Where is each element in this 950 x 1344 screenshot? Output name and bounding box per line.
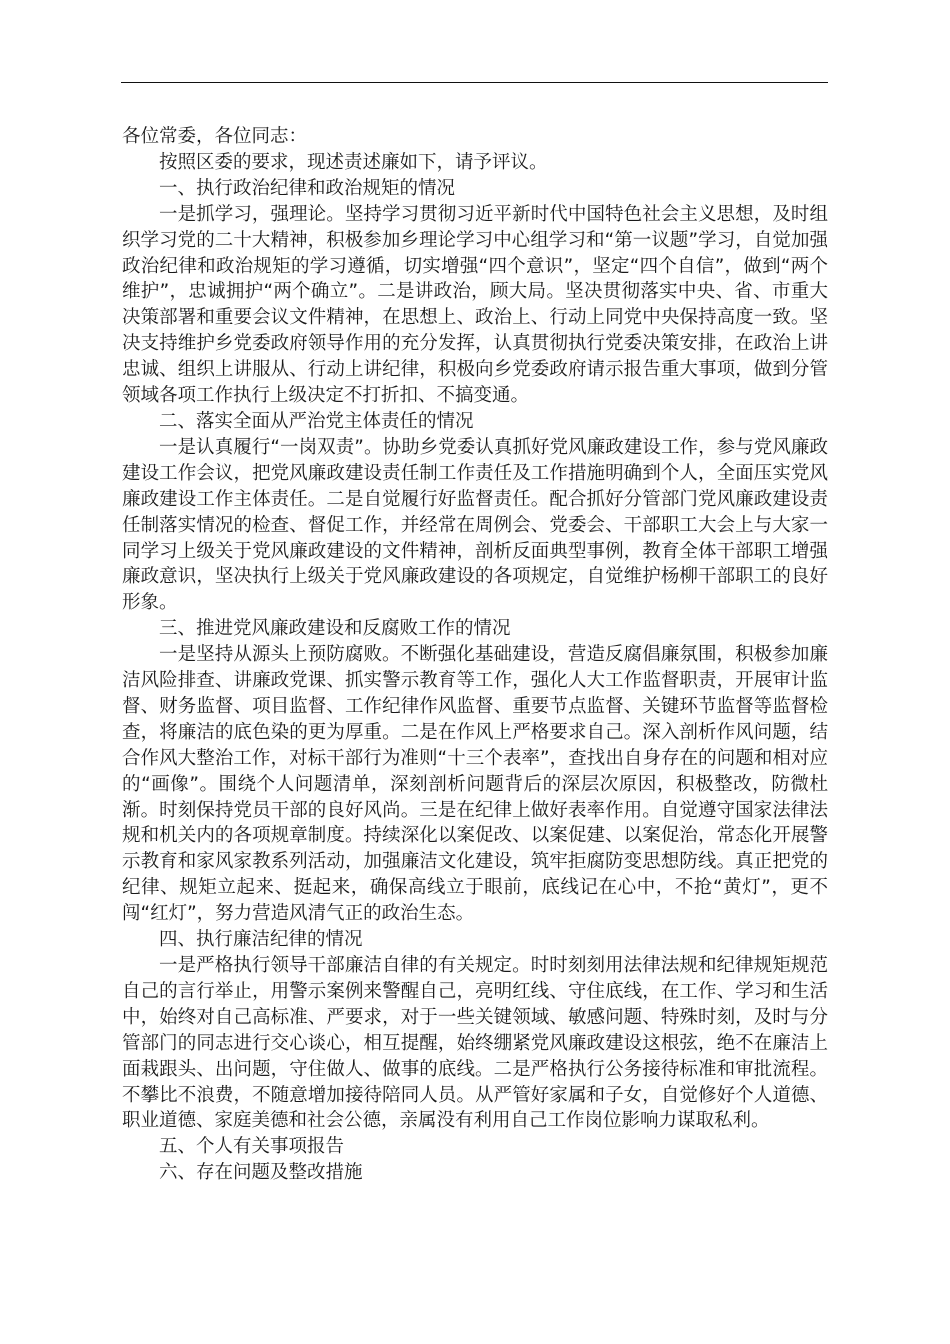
section-heading-2: 二、落实全面从严治党主体责任的情况 xyxy=(159,410,474,432)
section-heading-1: 一、执行政治纪律和政治规矩的情况 xyxy=(159,177,456,199)
section-2-paragraph: 一是认真履行“一岗双责”。协助乡党委认真抓好党风廉政建设工作，参与党风廉政建设工作会议，把党风廉政建设责任制工作责任及工作措施明确到个人，全面压实党风廉政建设工作主体责任。二是自觉履行好监督责任。配合抓好分管部门党风廉政建设责任制落实情况的检查、督促工作，并经常在周例会、党委会、干部职工大会上与大家一同学习上级关于党风廉政建设的文件精神，剖析反面典型事例，教育全体干部职工增强廉政意识，坚决执行上级关于党风廉政建设的各项规定，自觉维护杨柳干部职工的良好形象。 xyxy=(122,436,828,614)
section-heading-4: 四、执行廉洁纪律的情况 xyxy=(159,929,363,951)
intro-paragraph: 按照区委的要求，现述责述廉如下，请予评议。 xyxy=(159,151,548,173)
section-3-paragraph: 一是坚持从源头上预防腐败。不断强化基础建设，营造反腐倡廉氛围，积极参加廉洁风险排查、讲廉政党课、抓实警示教育等工作，强化人大工作监督职责，开展审计监督、财务监督、项目监督、工作纪律作风监督、重要节点监督、关键环节监督等监督检查，将廉洁的底色染的更为厚重。二是在作风上严格要求自己。深入剖析作风问题，结合作风大整治工作，对标干部行为准则“十三个表率”，查找出自身存在的问题和相对应的“画像”。围绕个人问题清单，深刻剖析问题背后的深层次原因，积极整改，防微杜渐。时刻保持党员干部的良好风尚。三是在纪律上做好表率作用。自觉遵守国家法律法规和机关内的各项规章制度。持续深化以案促改、以案促建、以案促治，常态化开展警示教育和家风家教系列活动，加强廉洁文化建设，筑牢拒腐防变思想防线。真正把党的纪律、规矩立起来、挺起来，确保高线立于眼前，底线记在心中，不抢“黄灯”，更不闯“红灯”，努力营造风清气正的政治生态。 xyxy=(122,644,828,925)
section-heading-6: 六、存在问题及整改措施 xyxy=(159,1162,363,1184)
section-1-paragraph: 一是抓学习，强理论。坚持学习贯彻习近平新时代中国特色社会主义思想，及时组织学习党的二十大精神，积极参加乡理论学习中心组学习和“第一议题”学习，自觉加强政治纪律和政治规矩的学习遵循，切实增强“四个意识”，坚定“四个自信”，做到“两个维护”，忠诚拥护“两个确立”。二是讲政治，顾大局。坚决贯彻落实中央、省、市重大决策部署和重要会议文件精神，在思想上、政治上、行动上同党中央保持高度一致。坚决支持维护乡党委政府领导作用的充分发挥，认真贯彻执行党委决策安排，在政治上讲忠诚、组织上讲服从、行动上讲纪律，积极向乡党委政府请示报告重大事项，做到分管领域各项工作执行上级决定不打折扣、不搞变通。 xyxy=(122,203,828,407)
header-rule xyxy=(121,82,828,83)
section-heading-5: 五、个人有关事项报告 xyxy=(159,1136,345,1158)
salutation: 各位常委，各位同志： xyxy=(122,126,308,147)
section-4-paragraph: 一是严格执行领导干部廉洁自律的有关规定。时时刻刻用法律法规和纪律规矩规范自己的言行举止，用警示案例来警醒自己，亮明红线、守住底线，在工作、学习和生活中，始终对自己高标准、严要求，对于一些关键领域、敏感问题、特殊时刻，及时与分管部门的同志进行交心谈心，相互提醒，始终绷紧党风廉政建设这根弦，绝不在廉洁上面栽跟头、出问题，守住做人、做事的底线。二是严格执行公务接待标准和审批流程。不攀比不浪费，不随意增加接待陪同人员。从严管好家属和子女，自觉修好个人道德、职业道德、家庭美德和社会公德，亲属没有利用自己工作岗位影响力谋取私利。 xyxy=(122,955,828,1132)
document-body xyxy=(122,124,828,1186)
section-heading-3: 三、推进党风廉政建设和反腐败工作的情况 xyxy=(159,618,511,640)
